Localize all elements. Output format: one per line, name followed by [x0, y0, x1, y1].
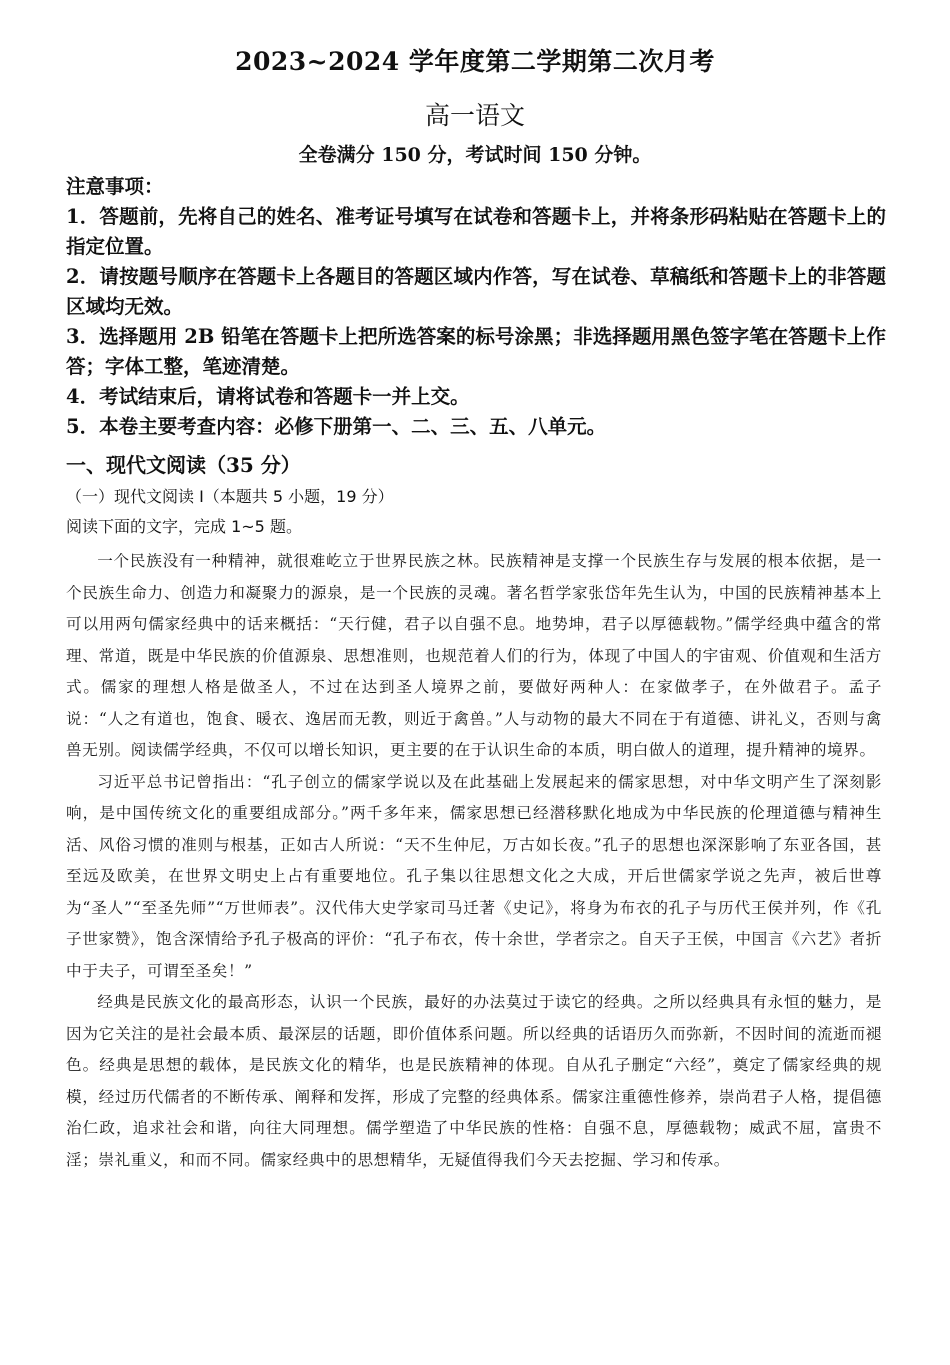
notice-item-2: 2．请按题号顺序在答题卡上各题目的答题区域内作答，写在试卷、草稿纸和答题卡上的非答题区域均无效。: [66, 265, 886, 318]
notice-item-5: 5．本卷主要考查内容：必修下册第一、二、三、五、八单元。: [66, 415, 607, 438]
reading-article: [66, 546, 882, 1176]
article-paragraph-3: 经典是民族文化的最高形态，认识一个民族，最好的办法莫过于读它的经典。之所以经典具有永恒的魅力，是因为它关注的是社会最本质、最深层的话题，即价值体系问题。所以经典的话语历久而弥新，不因时间的流逝而褪色。经典是思想的载体，是民族文化的精华，也是民族精神的体现。自从孔子删定“六经”，奠定了儒家经典的规模，经过历代儒者的不断传承、阐释和发挥，形成了完整的经典体系。儒家注重德性修养，崇尚君子人格，提倡德治仁政，追求社会和谐，向往大同理想。儒学塑造了中华民族的性格：自强不息，厚德载物；威武不屈，富贵不淫；崇礼重义，和而不同。儒家经典中的思想精华，无疑值得我们今天去挖掘、学习和传承。: [66, 993, 882, 1169]
article-paragraph-1: 一个民族没有一种精神，就很难屹立于世界民族之林。民族精神是支撑一个民族生存与发展的根本依据，是一个民族生命力、创造力和凝聚力的源泉，是一个民族的灵魂。著名哲学家张岱年先生认为，中国的民族精神基本上可以用两句儒家经典中的话来概括：“天行健，君子以自强不息。地势坤，君子以厚德载物。”儒学经典中蕴含的常理、常道，既是中华民族的价值源泉、思想准则，也规范着人们的行为，体现了中国人的宇宙观、价值观和生活方式。儒家的理想人格是做圣人，不过在达到圣人境界之前，要做好两种人：在家做孝子，在外做君子。孟子说：“人之有道也，饱食、暖衣、逸居而无教，则近于禽兽。”人与动物的最大不同在于有道德、讲礼义，否则与禽兽无别。阅读儒学经典，不仅可以增长知识，更主要的在于认识生命的本质，明白做人的道理，提升精神的境界。: [66, 552, 882, 759]
reading-instruction: 阅读下面的文字，完成 1~5 题。: [66, 517, 302, 536]
section-subheading: （一）现代文阅读 I（本题共 5 小题，19 分）: [66, 487, 394, 506]
article-paragraph-2: 习近平总书记曾指出：“孔子创立的儒家学说以及在此基础上发展起来的儒家思想，对中华文明产生了深刻影响，是中国传统文化的重要组成部分。”两千多年来，儒家思想已经潜移默化地成为中华民族的伦理道德与精神生活、风俗习惯的准则与根基，正如古人所说：“天不生仲尼，万古如长夜。”孔子的思想也深深影响了东亚各国，甚至远及欧美，在世界文明史上占有重要地位。孔子集以往思想文化之大成，开后世儒家学说之先声，被后世尊为“圣人”“至圣先师”“万世师表”。汉代伟大史学家司马迁著《史记》，将身为布衣的孔子与历代王侯并列，作《孔子世家赞》，饱含深情给予孔子极高的评价：“孔子布衣，传十余世，学者宗之。自天子王侯，中国言《六艺》者折中于夫子，可谓至圣矣！”: [66, 772, 882, 980]
score-note: 全卷满分 150 分，考试时间 150 分钟。: [298, 144, 652, 166]
notices-heading: 注意事项：: [66, 175, 164, 198]
subject-title: 高一语文: [424, 101, 525, 130]
notice-item-4: 4．考试结束后，请将试卷和答题卡一并上交。: [66, 385, 470, 408]
notice-item-1: 1．答题前，先将自己的姓名、准考证号填写在试卷和答题卡上，并将条形码粘贴在答题卡上的指定位置。: [66, 205, 886, 258]
section-heading: 一、现代文阅读（35 分）: [66, 453, 301, 477]
exam-title: 2023~2024 学年度第二学期第二次月考: [235, 47, 715, 76]
notice-item-3: 3．选择题用 2B 铅笔在答题卡上把所选答案的标号涂黑；非选择题用黑色签字笔在答题卡上作答；字体工整，笔迹清楚。: [66, 325, 886, 378]
notices-block: [66, 172, 886, 442]
